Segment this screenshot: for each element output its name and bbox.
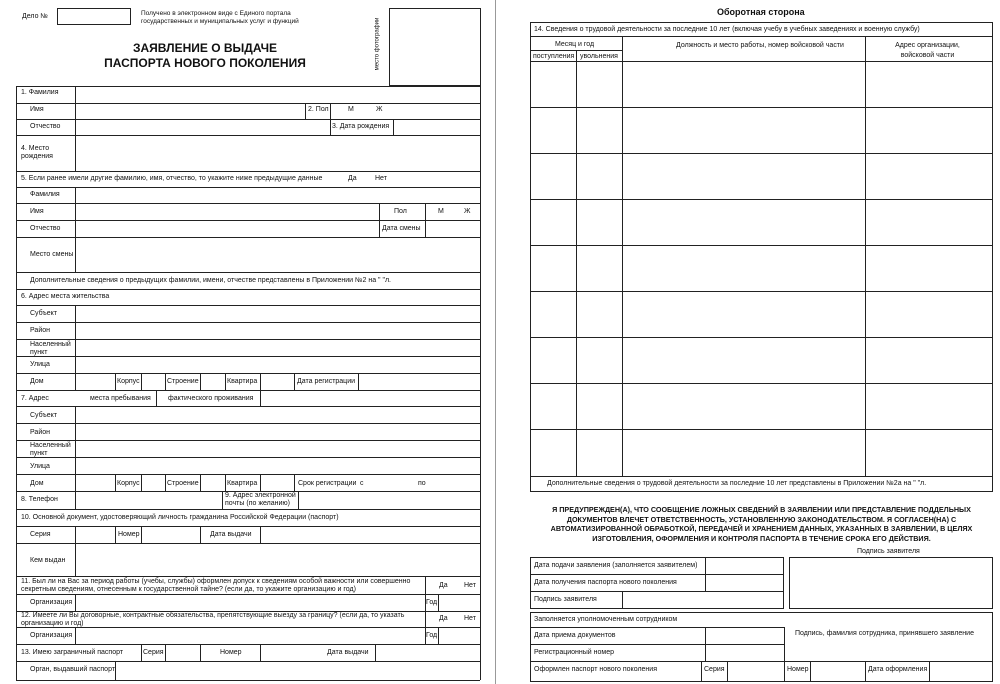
q11-yes[interactable]: Да (439, 582, 448, 589)
q11-no[interactable]: Нет (464, 582, 476, 589)
foreign-series-label: Серия (143, 649, 164, 656)
back-side-title: Оборотная сторона (717, 7, 805, 17)
q13-label: 13. Имею заграничный паспорт (21, 649, 124, 656)
foreign-issuer-label: Орган, выдавший паспорт (30, 666, 116, 673)
end-header: увольнения (580, 53, 618, 60)
email-label: 9. Адрес электронной почты (по желанию) (225, 492, 296, 507)
prev-sex-label: Пол (394, 208, 407, 215)
region2-label: Субъект (30, 412, 58, 419)
birthplace-label: 4. Место рождения (21, 145, 53, 160)
change-place-label: Место смены (30, 251, 74, 258)
form-front-page (0, 0, 495, 684)
accept-date-label: Дата приема документов (534, 632, 616, 639)
reg-from-label: с (360, 480, 364, 487)
district2-label: Район (30, 429, 50, 436)
reg-date-label: Дата регистрации (297, 378, 356, 385)
issued-series-label: Серия (704, 666, 725, 673)
building-label: Корпус (117, 378, 140, 385)
receive-date-label: Дата получения паспорта нового поколения (534, 579, 677, 586)
q11-label: 11. Был ли на Вас за период работы (учебы, службы) оформлен допуск к сведениям особой важности или совершенно секретным сведениям, отнесенным к государственной тайне? (если да, то укажите организацию и год) (21, 578, 411, 593)
surname-label: 1. Фамилия (21, 89, 59, 96)
district-label: Район (30, 327, 50, 334)
employment-table (530, 22, 993, 492)
sex-m-option[interactable]: М (348, 106, 354, 113)
applicant-signature-label: Подпись заявителя (534, 596, 597, 603)
apartment-label: Квартира (227, 378, 258, 385)
org-address-header: Адрес организации, войсковой части (895, 42, 960, 59)
issued-number-label: Номер (787, 666, 809, 673)
form-title-line2: ПАСПОРТА НОВОГО ПОКОЛЕНИЯ (104, 56, 306, 70)
start-header: поступления (533, 53, 575, 60)
passport-number-label: Номер (118, 531, 140, 538)
street-label: Улица (30, 361, 50, 368)
passport-series-label: Серия (30, 531, 51, 538)
warning-statement: Я ПРЕДУПРЕЖДЕН(А), ЧТО СООБЩЕНИЕ ЛОЖНЫХ СВЕДЕНИЙ В ЗАЯВЛЕНИИ ИЛИ ПРЕДСТАВЛЕНИЕ ПОДДЕЛЬНЫХ ДОКУМЕНТОВ ВЛЕЧЕТ ОТВЕТСТВЕННОСТЬ, УСТАНОВЛЕННУЮ ЗАКОНОДАТЕЛЬСТВОМ. Я СОГЛАСЕН(НА) С АВТОМАТИЗИРОВАННОЙ ОБРАБОТКОЙ, ПЕРЕДАЧЕЙ И ХРАНЕНИЕМ ДАННЫХ, УКАЗАННЫХ В ЗАЯВЛЕНИИ, В ЦЕЛЯХ ИЗГОТОВЛЕНИЯ, ОФОРМЛЕНИЯ И КОНТРОЛЯ ПАСПОРТА В ТЕЧЕНИЕ СРОКА ЕГО ДЕЙСТВИЯ. (550, 505, 973, 543)
q14-label: 14. Сведения о трудовой деятельности за последние 10 лет (включая учебу в учебных заведениях и военную службу) (534, 26, 920, 33)
structure2-label: Строение (167, 480, 199, 487)
prev-name-label: Имя (30, 208, 44, 215)
building2-label: Корпус (117, 480, 140, 487)
q5-yes[interactable]: Да (348, 175, 357, 182)
q12-label: 12. Имеете ли Вы договорные, контрактные обязательства, препятствующие выезду за границу? (если да, то указать организацию и год) (21, 612, 405, 627)
q12-no[interactable]: Нет (464, 615, 476, 622)
foreign-number-label: Номер (220, 649, 242, 656)
sex-label: 2. Пол (308, 106, 329, 113)
reg-number-label: Регистрационный номер (534, 649, 614, 656)
form-back-page (505, 0, 1000, 684)
q7-label: 7. Адрес (21, 395, 49, 402)
month-year-header: Месяц и год (555, 41, 595, 48)
q5-no[interactable]: Нет (375, 175, 387, 182)
q12-org-label: Организация (30, 632, 73, 639)
house-label: Дом (30, 378, 44, 385)
prev-surname-label: Фамилия (30, 191, 60, 198)
street2-label: Улица (30, 463, 50, 470)
reg-period-label: Срок регистрации (298, 480, 357, 487)
q5-label: 5. Если ранее имели другие фамилию, имя, отчество, то укажите ниже предыдущие данные (21, 175, 323, 182)
form-title-line1: ЗАЯВЛЕНИЕ О ВЫДАЧЕ (132, 41, 278, 55)
applicant-signature-caption: Подпись заявителя (857, 548, 920, 555)
phone-label: 8. Телефон (21, 496, 58, 503)
passport-issue-date-label: Дата выдачи (210, 531, 252, 538)
apartment2-label: Квартира (227, 480, 258, 487)
q12-year-label: Год (426, 632, 438, 639)
locality2-label: Населенный пункт (30, 442, 71, 457)
official-caption: Заполняется уполномоченным сотрудником (534, 616, 678, 623)
position-header: Должность и место работы, номер войсковой части (676, 42, 844, 49)
issued-by-label: Кем выдан (30, 557, 66, 564)
q12-yes[interactable]: Да (439, 615, 448, 622)
issued-date-label: Дата оформления (868, 666, 928, 673)
structure-label: Строение (167, 378, 199, 385)
delo-number-field[interactable] (57, 8, 131, 25)
region-label: Субъект (30, 310, 58, 317)
birth-date-label: 3. Дата рождения (332, 123, 390, 130)
sex-f-option[interactable]: Ж (376, 106, 383, 113)
house2-label: Дом (30, 480, 44, 487)
photo-label: место фотографии (374, 17, 381, 71)
submit-date-label: Дата подачи заявления (заполняется заявителем) (534, 562, 698, 569)
prev-names-appendix: Дополнительные сведения о предыдущих фамилии, имени, отчестве представлены в Приложении №2 на " "л. (30, 277, 392, 284)
applicant-signature-box[interactable] (789, 557, 993, 609)
employment-appendix: Дополнительные сведения о трудовой деятельности за последние 10 лет представлены в Приложении №2а на " "л. (547, 480, 927, 487)
foreign-issue-date-label: Дата выдачи (327, 649, 369, 656)
locality-label: Населенный пункт (30, 341, 71, 356)
prev-sex-m[interactable]: М (438, 208, 444, 215)
official-signature-label: Подпись, фамилия сотрудника, принявшего заявление (795, 630, 974, 637)
photo-box[interactable] (389, 8, 481, 86)
actual-address-option[interactable]: фактического проживания (168, 395, 254, 402)
name-label: Имя (30, 106, 44, 113)
patronymic-label: Отчество (30, 123, 61, 130)
portal-note: Получено в электронном виде с Единого портала государственных и муниципальных услуг и функций (141, 10, 299, 25)
q11-org-label: Организация (30, 599, 73, 606)
q6-label: 6. Адрес места жительства (21, 293, 110, 300)
prev-patronymic-label: Отчество (30, 225, 61, 232)
stay-address-option[interactable]: места пребывания (90, 395, 151, 402)
change-date-label: Дата смены (382, 225, 421, 232)
q11-year-label: Год (426, 599, 438, 606)
issued-passport-label: Оформлен паспорт нового поколения (534, 666, 657, 673)
prev-sex-f[interactable]: Ж (464, 208, 471, 215)
q10-label: 10. Основной документ, удостоверяющий личность гражданина Российской Федерации (паспорт) (21, 514, 339, 521)
reg-to-label: по (418, 480, 426, 487)
delo-label: Дело № (22, 13, 48, 20)
surname-field[interactable] (76, 87, 480, 103)
